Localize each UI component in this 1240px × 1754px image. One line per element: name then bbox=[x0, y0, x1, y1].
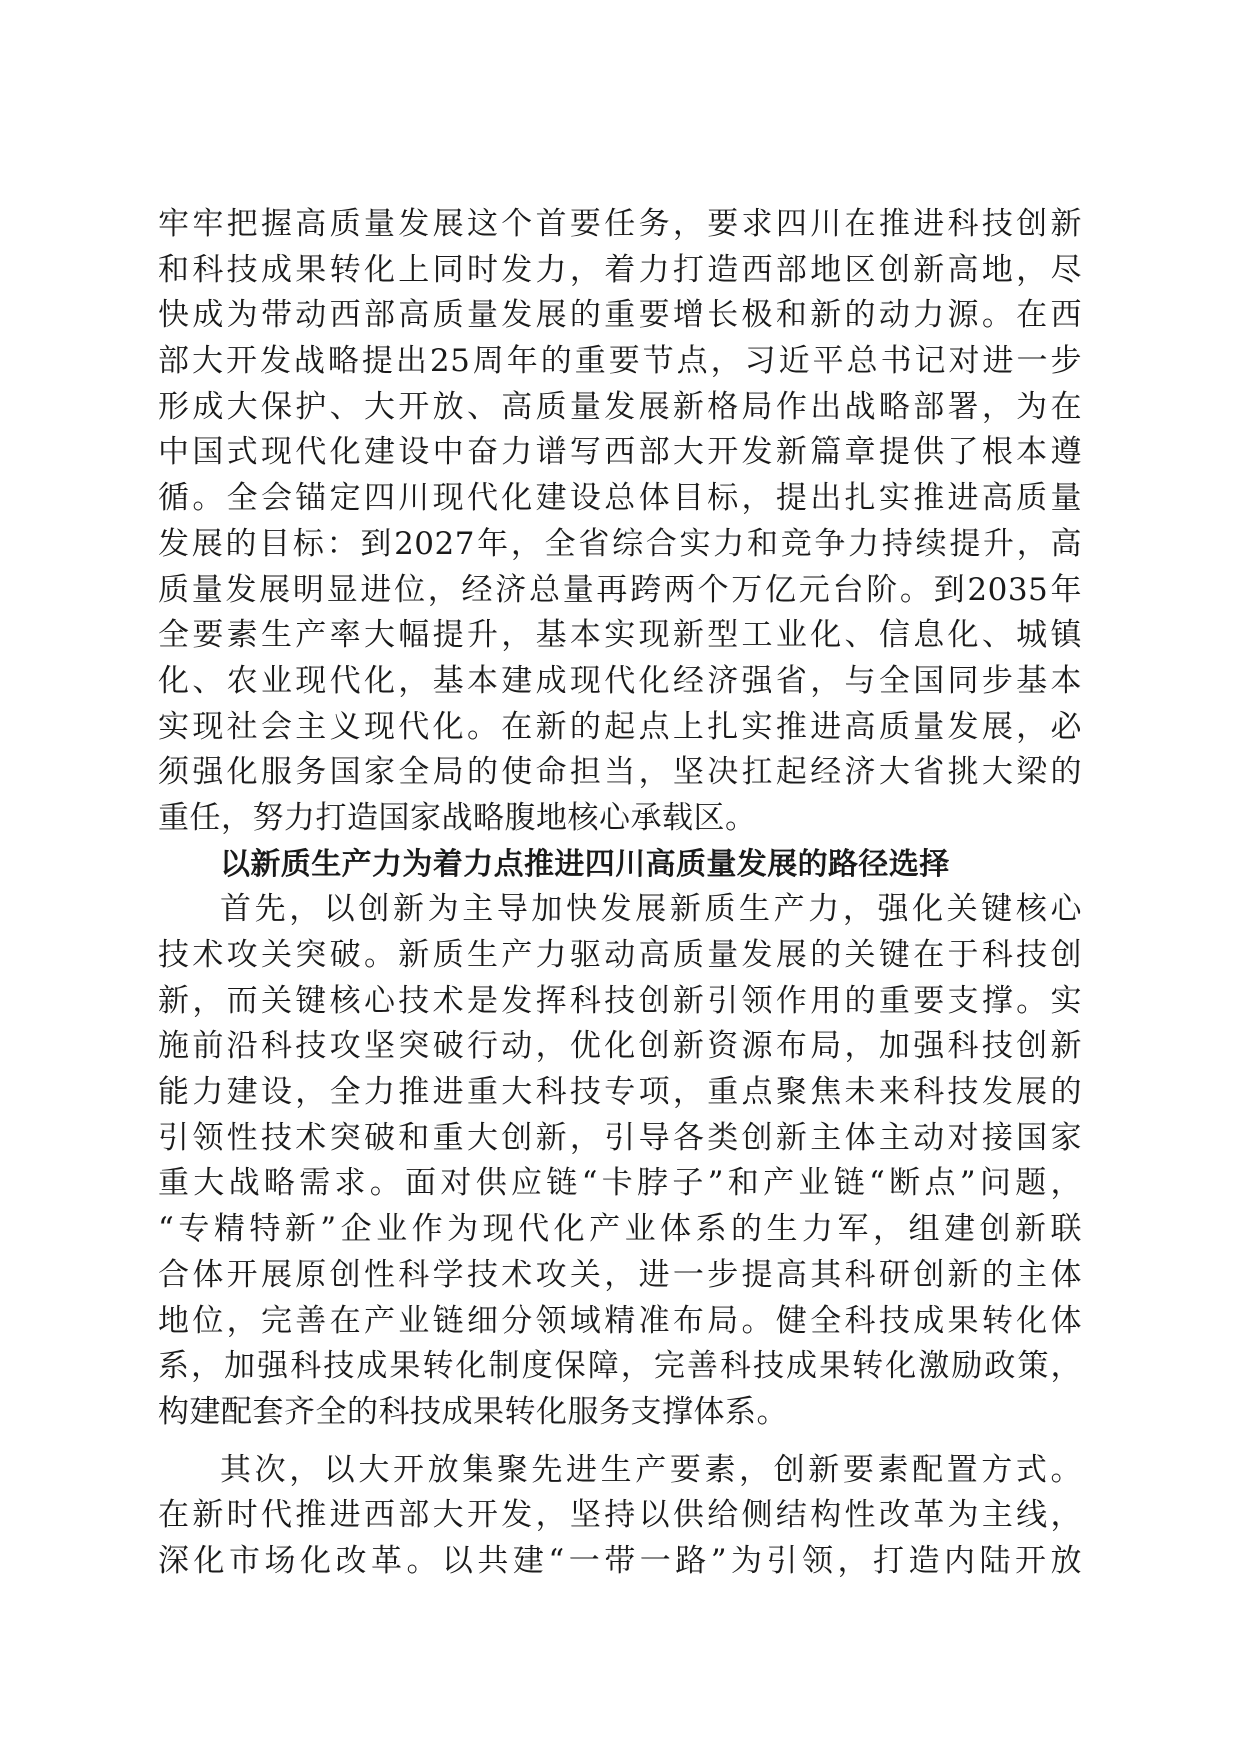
text-line: 形成大保护、大开放、高质量发展新格局作出战略部署，为在 bbox=[158, 388, 1082, 425]
paragraph-spacer bbox=[158, 1436, 1082, 1448]
text-line: 技术攻关突破。新质生产力驱动高质量发展的关键在于科技创 bbox=[158, 937, 1082, 973]
text-line: 牢牢把握高质量发展这个首要任务，要求四川在推进科技创新 bbox=[158, 206, 1082, 242]
text-line: 施前沿科技攻坚突破行动，优化创新资源布局，加强科技创新 bbox=[158, 1028, 1082, 1065]
text-line: 循。全会锚定四川现代化建设总体目标，提出扎实推进高质量 bbox=[158, 480, 1082, 517]
text-line: 构建配套齐全的科技成果转化服务支撑体系。 bbox=[158, 1393, 788, 1430]
text-line: 其次，以大开放集聚先进生产要素，创新要素配置方式。 bbox=[220, 1451, 1082, 1488]
text-line: 在新时代推进西部大开发，坚持以供给侧结构性改革为主线， bbox=[158, 1497, 1082, 1534]
text-line: “专精特新”企业作为现代化产业体系的生力军，组建创新联 bbox=[158, 1211, 1082, 1248]
text-line: 引领性技术突破和重大创新，引导各类创新主体主动对接国家 bbox=[158, 1119, 1082, 1156]
text-line: 化、农业现代化，基本建成现代化经济强省，与全国同步基本 bbox=[158, 662, 1082, 699]
text-line: 快成为带动西部高质量发展的重要增长极和新的动力源。在西 bbox=[158, 297, 1082, 334]
paragraph-1 bbox=[158, 202, 1082, 842]
text-line: 首先，以创新为主导加快发展新质生产力，强化关键核心 bbox=[220, 891, 1082, 928]
body-text bbox=[158, 202, 1082, 1585]
paragraph-2 bbox=[158, 887, 1082, 1435]
text-line: 中国式现代化建设中奋力谱写西部大开发新篇章提供了根本遵 bbox=[158, 434, 1082, 471]
text-line: 部大开发战略提出25周年的重要节点，习近平总书记对进一步 bbox=[158, 343, 1082, 380]
text-line: 重大战略需求。面对供应链“卡脖子”和产业链“断点”问题， bbox=[158, 1165, 1082, 1202]
text-line: 深化市场化改革。以共建“一带一路”为引领，打造内陆开放 bbox=[158, 1542, 1082, 1579]
text-line: 地位，完善在产业链细分领域精准布局。健全科技成果转化体 bbox=[158, 1302, 1082, 1339]
text-line: 全要素生产率大幅提升，基本实现新型工业化、信息化、城镇 bbox=[158, 617, 1082, 654]
text-line: 合体开展原创性科学技术攻关，进一步提高其科研创新的主体 bbox=[158, 1256, 1082, 1293]
paragraph-3 bbox=[158, 1448, 1082, 1585]
section-heading: 以新质生产力为着力点推进四川高质量发展的路径选择 bbox=[220, 846, 950, 882]
text-line: 实现社会主义现代化。在新的起点上扎实推进高质量发展，必 bbox=[158, 708, 1082, 745]
text-line: 须强化服务国家全局的使命担当，坚决扛起经济大省挑大梁的 bbox=[158, 754, 1082, 791]
text-line: 重任，努力打造国家战略腹地核心承载区。 bbox=[158, 799, 757, 836]
text-line: 发展的目标：到2027年，全省综合实力和竞争力持续提升，高 bbox=[158, 525, 1082, 562]
text-line: 新，而关键核心技术是发挥科技创新引领作用的重要支撑。实 bbox=[158, 982, 1082, 1019]
text-line: 能力建设，全力推进重大科技专项，重点聚焦未来科技发展的 bbox=[158, 1074, 1082, 1111]
text-line: 质量发展明显进位，经济总量再跨两个万亿元台阶。到2035年 bbox=[158, 571, 1082, 608]
text-line: 和科技成果转化上同时发力，着力打造西部地区创新高地，尽 bbox=[158, 251, 1082, 288]
text-line: 系，加强科技成果转化制度保障，完善科技成果转化激励政策， bbox=[158, 1348, 1082, 1385]
